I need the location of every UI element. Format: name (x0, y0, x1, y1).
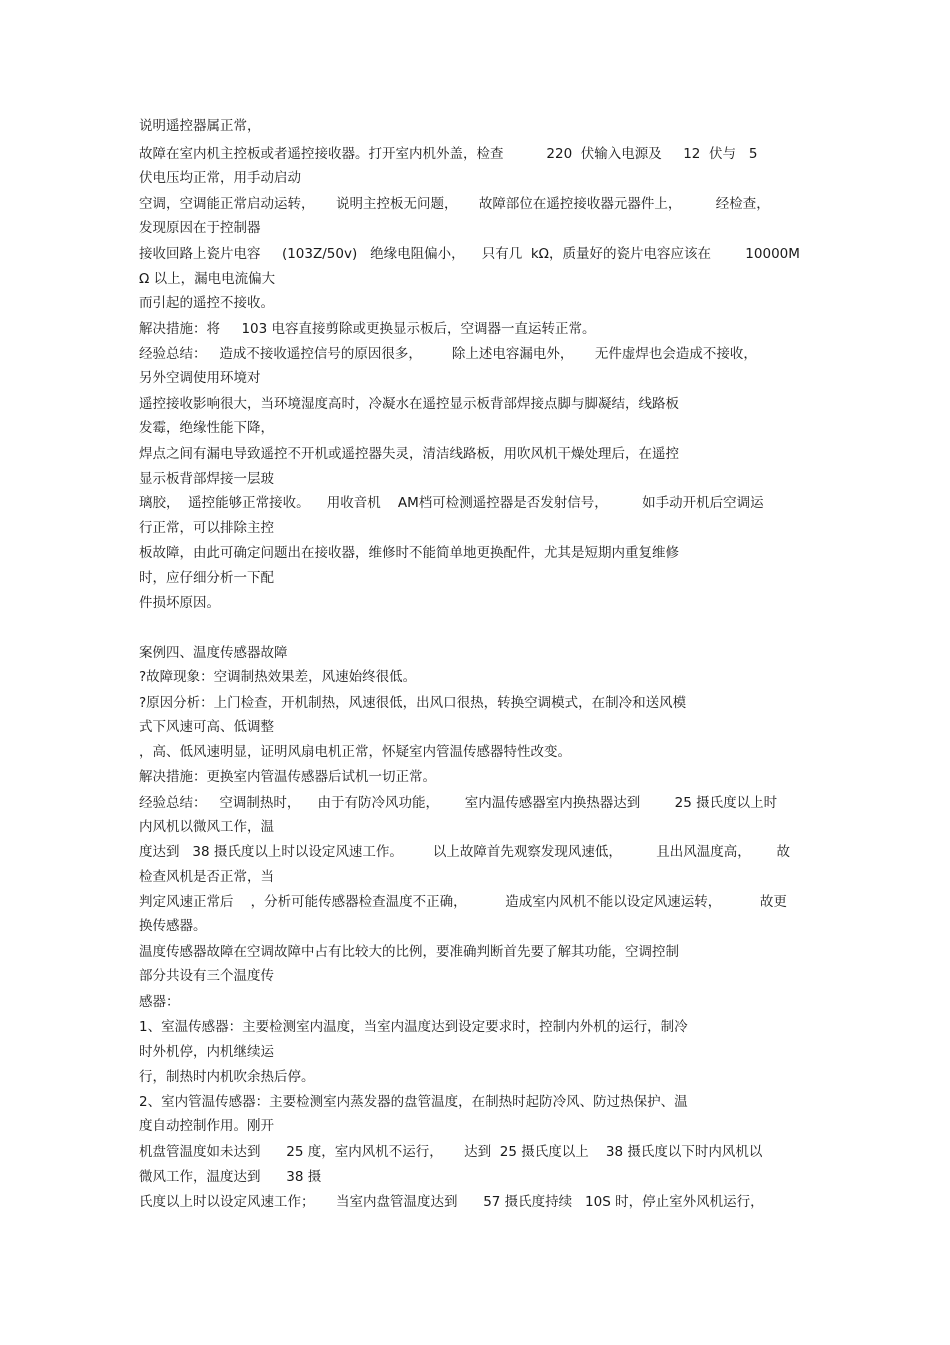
text-line: ?故障现象：空调制热效果差，风速始终很低。 (139, 669, 417, 685)
text-line: 行正常，可以排除主控 (139, 520, 274, 536)
text-line: 另外空调使用环境对 (139, 370, 261, 386)
section-heading: 案例四、温度传感器故障 (139, 645, 288, 661)
text-line: 机盘管温度如未达到 25 度，室内风机不运行， 达到 25 摄氏度以上 38 摄氏度以下时内风机以 (139, 1144, 763, 1160)
text-line: 温度传感器故障在空调故障中占有比较大的比例，要准确判断首先要了解其功能，空调控制 (139, 944, 679, 960)
text-line: 板故障，由此可确定问题出在接收器，维修时不能简单地更换配件，尤其是短期内重复维修 (139, 545, 679, 561)
text-line: 件损坏原因。 (139, 595, 220, 611)
text-line: 解决措施：更换室内管温传感器后试机一切正常。 (139, 769, 436, 785)
text-line: 显示板背部焊接一层玻 (139, 471, 274, 487)
text-line: 行，制热时内机吹余热后停。 (139, 1069, 315, 1085)
text-line: 部分共设有三个温度传 (139, 968, 274, 984)
text-line: 发现原因在于控制器 (139, 220, 261, 236)
text-line: 璃胶， 遥控能够正常接收。 用收音机 AM档可检测遥控器是否发射信号， 如手动开机后空调运 (139, 495, 764, 511)
text-line: ，高、低风速明显，证明风扇电机正常，怀疑室内管温传感器特性改变。 (139, 744, 571, 760)
text-line: 经验总结： 造成不接收遥控信号的原因很多， 除上述电容漏电外， 无件虚焊也会造成不接收， (139, 346, 757, 362)
text-line: 检查风机是否正常，当 (139, 869, 274, 885)
text-line: 感器： (139, 994, 180, 1010)
text-line: 空调，空调能正常启动运转， 说明主控板无问题， 故障部位在遥控接收器元器件上， 经检查， (139, 196, 770, 212)
text-line: 氏度以上时以设定风速工作； 当室内盘管温度达到 57 摄氏度持续 10S 时，停止室外风机运行， (139, 1194, 764, 1210)
text-line: 度达到 38 摄氏度以上时以设定风速工作。 以上故障首先观察发现风速低， 且出风温度高， 故 (139, 844, 790, 860)
text-line: 发霉，绝缘性能下降， (139, 420, 274, 436)
text-line: 故障在室内机主控板或者遥控接收器。打开室内机外盖，检查 220 伏输入电源及 12 伏与 5 (139, 146, 758, 162)
text-line: 1、室温传感器：主要检测室内温度，当室内温度达到设定要求时，控制内外机的运行，制冷 (139, 1019, 688, 1035)
text-line: 2、室内管温传感器：主要检测室内蒸发器的盘管温度，在制热时起防冷风、防过热保护、温 (139, 1094, 688, 1110)
text-line: 解决措施：将 103 电容直接剪除或更换显示板后，空调器一直运转正常。 (139, 321, 596, 337)
text-line: 遥控接收影响很大，当环境湿度高时，冷凝水在遥控显示板背部焊接点脚与脚凝结，线路板 (139, 396, 679, 412)
text-line: 微风工作，温度达到 38 摄 (139, 1169, 322, 1185)
text-line: 度自动控制作用。刚开 (139, 1118, 274, 1134)
text-line: 焊点之间有漏电导致遥控不开机或遥控器失灵，清洁线路板，用吹风机干燥处理后，在遥控 (139, 446, 679, 462)
text-line: 伏电压均正常，用手动启动 (139, 170, 301, 186)
text-line: 式下风速可高、低调整 (139, 719, 274, 735)
text-line: Ω 以上，漏电电流偏大 (139, 271, 276, 287)
text-line: ?原因分析：上门检查，开机制热，风速很低，出风口很热，转换空调模式，在制冷和送风模 (139, 695, 687, 711)
text-line: 换传感器。 (139, 918, 207, 934)
text-line: 内风机以微风工作，温 (139, 819, 274, 835)
text-line: 判定风速正常后 ，分析可能传感器检查温度不正确， 造成室内风机不能以设定风速运转， 故更 (139, 894, 787, 910)
text-line: 时外机停，内机继续运 (139, 1044, 274, 1060)
text-line: 经验总结： 空调制热时， 由于有防冷风功能， 室内温传感器室内换热器达到 25 摄氏度以上时 (139, 795, 778, 811)
text-line: 时，应仔细分析一下配 (139, 570, 274, 586)
text-line: 接收回路上瓷片电容 (103Z/50v) 绝缘电阻偏小， 只有几 kΩ，质量好的瓷片电容应该在 10000M (139, 246, 800, 262)
text-line: 而引起的遥控不接收。 (139, 295, 274, 311)
text-line: 说明遥控器属正常， (139, 118, 261, 134)
